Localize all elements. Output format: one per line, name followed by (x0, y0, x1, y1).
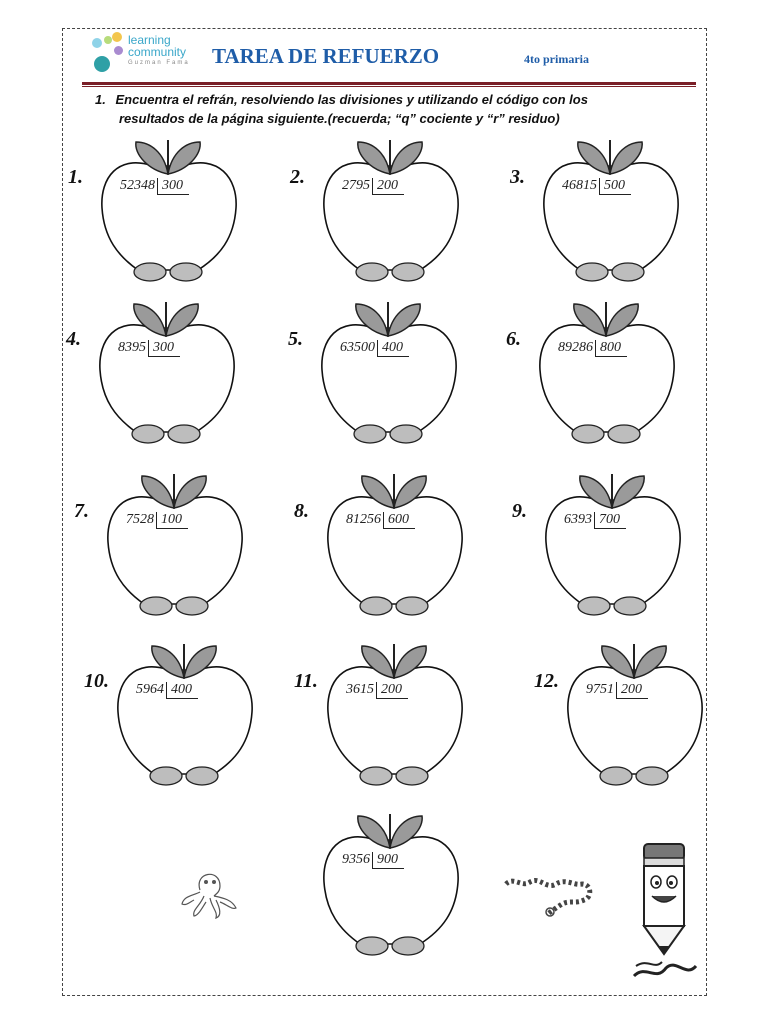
header-rule-thin (82, 86, 696, 87)
apple-exercise-6 (506, 300, 696, 450)
apple-icon (66, 300, 256, 450)
division-problem (564, 512, 626, 529)
apple-icon (68, 138, 258, 288)
divisor: 200 (372, 178, 404, 195)
divisor: 300 (148, 340, 180, 357)
divisor: 800 (595, 340, 627, 357)
octopus-drawing (176, 866, 242, 920)
apple-icon (290, 812, 480, 962)
instruction-text (95, 90, 695, 128)
learning-community-logo (88, 30, 208, 78)
logo-subtitle: Guzman Fama (128, 60, 190, 66)
dividend: 81256 (346, 512, 381, 527)
dividend: 46815 (562, 178, 597, 193)
apple-exercise-1 (68, 138, 258, 288)
instruction-line2: resultados de la página siguiente.(recuerda; “q” cociente y “r” residuo) (119, 111, 560, 126)
apple-exercise-11 (294, 642, 484, 792)
dividend: 8395 (118, 340, 146, 355)
exercise-number: 7. (74, 500, 89, 522)
apple-exercise-5 (288, 300, 478, 450)
logo-line2: community (128, 45, 187, 59)
exercise-number: 4. (66, 328, 81, 350)
apple-icon (294, 472, 484, 622)
exercise-number: 5. (288, 328, 303, 350)
dividend: 52348 (120, 178, 155, 193)
apple-icon (510, 138, 700, 288)
apple-exercise-8 (294, 472, 484, 622)
dividend: 89286 (558, 340, 593, 355)
apple-exercise-9 (512, 472, 702, 622)
worm-drawing (500, 874, 596, 922)
division-problem (126, 512, 188, 529)
apple-icon (290, 138, 480, 288)
exercise-number: 3. (510, 166, 525, 188)
division-problem (562, 178, 631, 195)
divisor: 500 (599, 178, 631, 195)
apple-exercise-3 (510, 138, 700, 288)
apple-exercise-13 (290, 812, 480, 962)
division-problem (340, 340, 409, 357)
logo-line1: learning (128, 33, 171, 47)
dividend: 6393 (564, 512, 592, 527)
exercise-number: 9. (512, 500, 527, 522)
apple-exercise-4 (66, 300, 256, 450)
divisor: 400 (166, 682, 198, 699)
divisor: 700 (594, 512, 626, 529)
apple-icon (512, 472, 702, 622)
apple-icon (84, 642, 274, 792)
dividend: 2795 (342, 178, 370, 193)
pencil-character-drawing (626, 836, 700, 984)
division-problem (346, 512, 415, 529)
division-problem (346, 682, 408, 699)
instruction-line1: Encuentra el refrán, resolviendo las divisiones y utilizando el código con los (115, 92, 588, 107)
apple-icon (534, 642, 724, 792)
apple-icon (506, 300, 696, 450)
division-problem (558, 340, 627, 357)
dividend: 3615 (346, 682, 374, 697)
divisor: 200 (376, 682, 408, 699)
dividend: 9356 (342, 852, 370, 867)
apple-icon (74, 472, 264, 622)
grade-label: 4to primaria (524, 52, 589, 66)
header-rule (82, 82, 696, 85)
divisor: 900 (372, 852, 404, 869)
exercise-number: 12. (534, 670, 559, 692)
division-problem (120, 178, 189, 195)
division-problem (586, 682, 648, 699)
apple-icon (288, 300, 478, 450)
dividend: 63500 (340, 340, 375, 355)
page-title: TAREA DE REFUERZO (212, 44, 440, 68)
apple-exercise-7 (74, 472, 264, 622)
divisor: 200 (616, 682, 648, 699)
instruction-number: 1. (95, 92, 106, 107)
exercise-number: 10. (84, 670, 109, 692)
divisor: 400 (377, 340, 409, 357)
division-problem (342, 852, 404, 869)
apple-exercise-12 (534, 642, 724, 792)
exercise-number: 1. (68, 166, 83, 188)
dividend: 5964 (136, 682, 164, 697)
division-problem (136, 682, 198, 699)
exercise-number: 11. (294, 670, 318, 692)
divisor: 600 (383, 512, 415, 529)
exercise-number: 8. (294, 500, 309, 522)
exercise-number: 6. (506, 328, 521, 350)
apple-exercise-10 (84, 642, 274, 792)
apple-icon (294, 642, 484, 792)
dividend: 9751 (586, 682, 614, 697)
exercise-number: 2. (290, 166, 305, 188)
division-problem (118, 340, 180, 357)
apple-exercise-2 (290, 138, 480, 288)
divisor: 300 (157, 178, 189, 195)
divisor: 100 (156, 512, 188, 529)
dividend: 7528 (126, 512, 154, 527)
division-problem (342, 178, 404, 195)
